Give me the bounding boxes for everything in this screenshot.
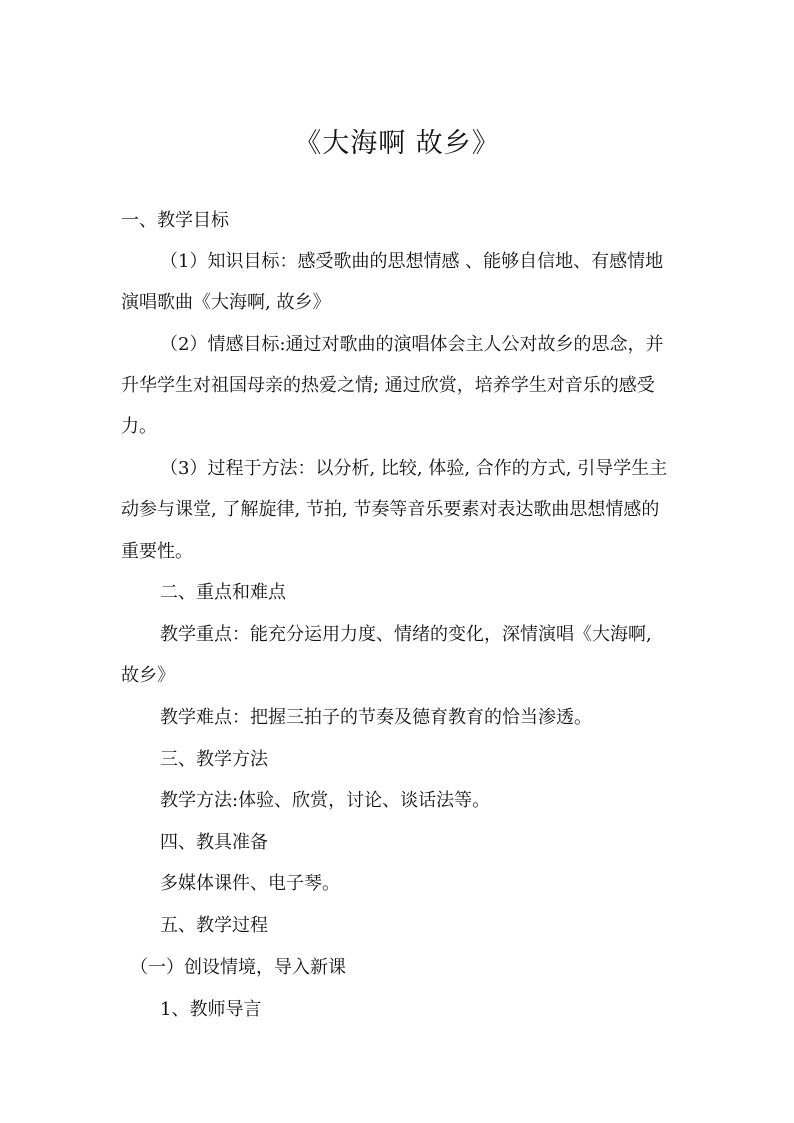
section-heading-tools: 四、教具准备 bbox=[160, 832, 268, 853]
section-heading-key-points: 二、重点和难点 bbox=[160, 582, 286, 603]
goal-emotion-line-1: （2）情感目标:通过对歌曲的演唱体会主人公对故乡的思念，并 bbox=[160, 334, 664, 355]
section-heading-methods: 三、教学方法 bbox=[160, 749, 268, 770]
difficulty-line: 教学难点：把握三拍子的节奏及德育教育的恰当渗透。 bbox=[160, 707, 592, 728]
process-step-1-heading: （一）创设情境，导入新课 bbox=[130, 957, 346, 978]
goal-knowledge-line-1: （1）知识目标：感受歌曲的思想情感 、能够自信地、有感情地 bbox=[160, 251, 664, 272]
goal-process-line-3: 重要性。 bbox=[121, 541, 193, 562]
document-title: 《大海啊 故乡》 bbox=[294, 128, 500, 159]
goal-emotion-line-2: 升华学生对祖国母亲的热爱之情; 通过欣赏，培养学生对音乐的感受 bbox=[121, 375, 655, 396]
goal-emotion-line-3: 力。 bbox=[121, 416, 157, 437]
section-heading-process: 五、教学过程 bbox=[160, 915, 268, 936]
goal-process-line-1: （3）过程于方法：以分析, 比较, 体验, 合作的方式, 引导学生主 bbox=[160, 458, 668, 479]
key-point-line-1: 教学重点：能充分运用力度、情绪的变化，深情演唱《大海啊, bbox=[160, 624, 652, 645]
key-point-line-2: 故乡》 bbox=[121, 665, 175, 686]
process-step-1-item-1: 1、教师导言 bbox=[160, 999, 262, 1020]
goal-process-line-2: 动参与课堂, 了解旋律, 节拍, 节奏等音乐要素对表达歌曲思想情感的 bbox=[121, 499, 660, 520]
tools-line: 多媒体课件、电子琴。 bbox=[160, 873, 340, 894]
goal-knowledge-line-2: 演唱歌曲《大海啊, 故乡》 bbox=[121, 292, 331, 313]
methods-line: 教学方法:体验、欣赏，讨论、谈话法等。 bbox=[160, 790, 491, 811]
section-heading-objectives: 一、教学目标 bbox=[121, 210, 229, 231]
